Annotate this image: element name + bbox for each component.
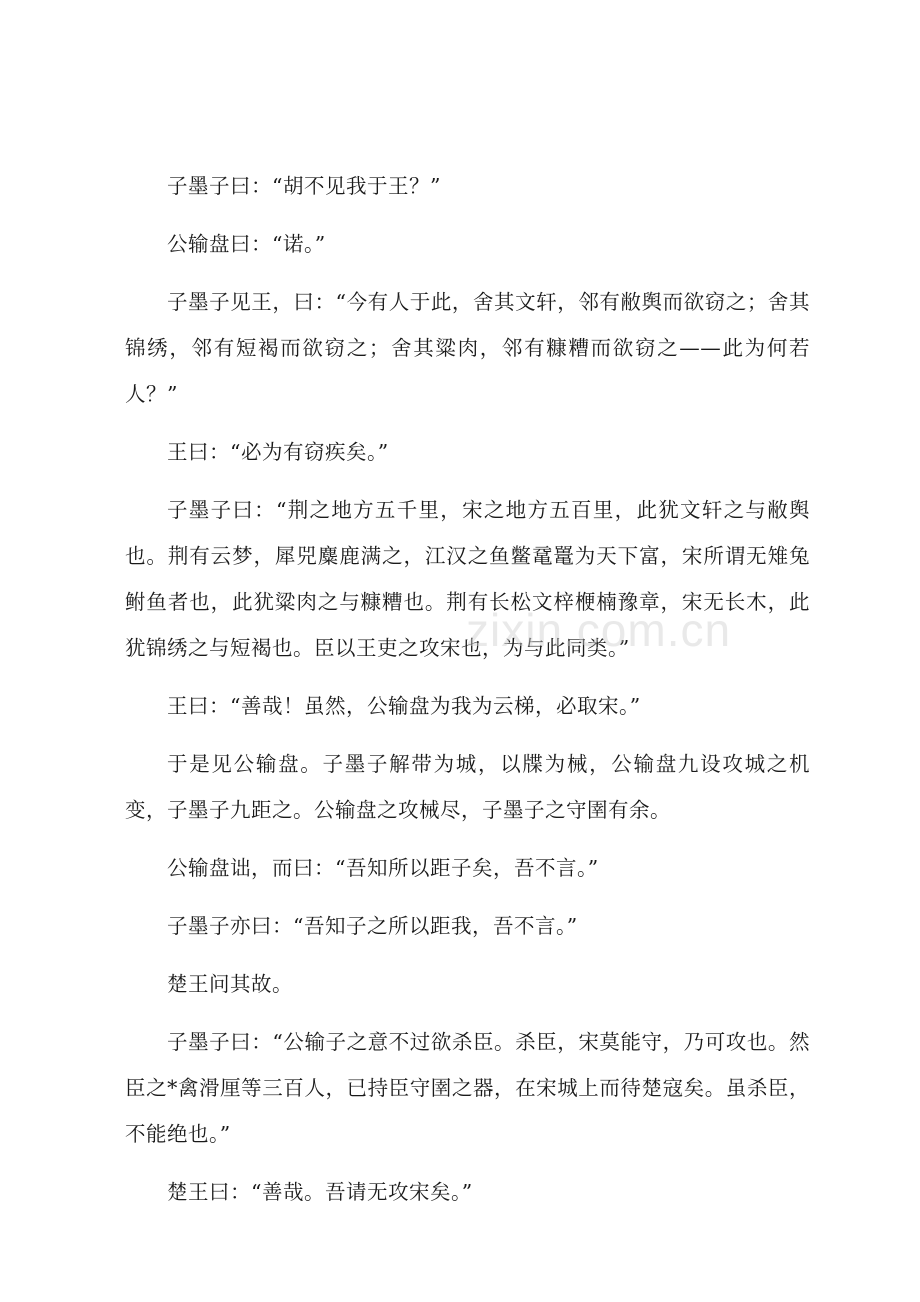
paragraph: 于是见公输盘。子墨子解带为城，以牒为械，公输盘九设攻城之机变，子墨子九距之。公输盘之攻械尽，子墨子之守圉有余。: [125, 752, 810, 822]
paragraph: 楚王问其故。: [167, 972, 293, 996]
paragraph: 楚王曰：“善哉。吾请无攻宋矣。”: [167, 1180, 473, 1204]
paragraph: 子墨子见王，曰：“今有人于此，舍其文轩，邻有敝舆而欲窃之；舍其锦绣，邻有短褐而欲窃之；舍其粱肉，邻有糠糟而欲窃之——此为何若人？”: [125, 290, 810, 406]
paragraph: 子墨子曰：“公输子之意不过欲杀臣。杀臣，宋莫能守，乃可攻也。然臣之*禽滑厘等三百人，已持臣守圉之器，在宋城上而待楚寇矣。虽杀臣，不能绝也。”: [125, 1030, 810, 1146]
paragraph: 子墨子曰：“荆之地方五千里，宋之地方五百里，此犹文轩之与敝舆也。荆有云梦，犀兕麋鹿满之，江汉之鱼鳖鼋鼍为天下富，宋所谓无雉兔鲋鱼者也，此犹粱肉之与糠糟也。荆有长松文梓楩楠豫章，宋无长木，此犹锦绣之与短褐也。臣以王吏之攻宋也，为与此同类。”: [125, 498, 810, 660]
paragraph: 王曰：“必为有窃疾矣。”: [167, 440, 389, 464]
watermark: zixin.com.cn: [466, 604, 732, 656]
paragraph: 王曰：“善哉！虽然，公输盘为我为云梯，必取宋。”: [167, 694, 641, 718]
document-body: [125, 163, 810, 1227]
paragraph: 子墨子曰：“胡不见我于王？”: [167, 174, 441, 198]
paragraph: 公输盘诎，而曰：“吾知所以距子矣，吾不言。”: [167, 856, 599, 880]
paragraph: 公输盘曰：“诺。”: [167, 232, 326, 256]
paragraph: 子墨子亦曰：“吾知子之所以距我，吾不言。”: [167, 914, 578, 938]
